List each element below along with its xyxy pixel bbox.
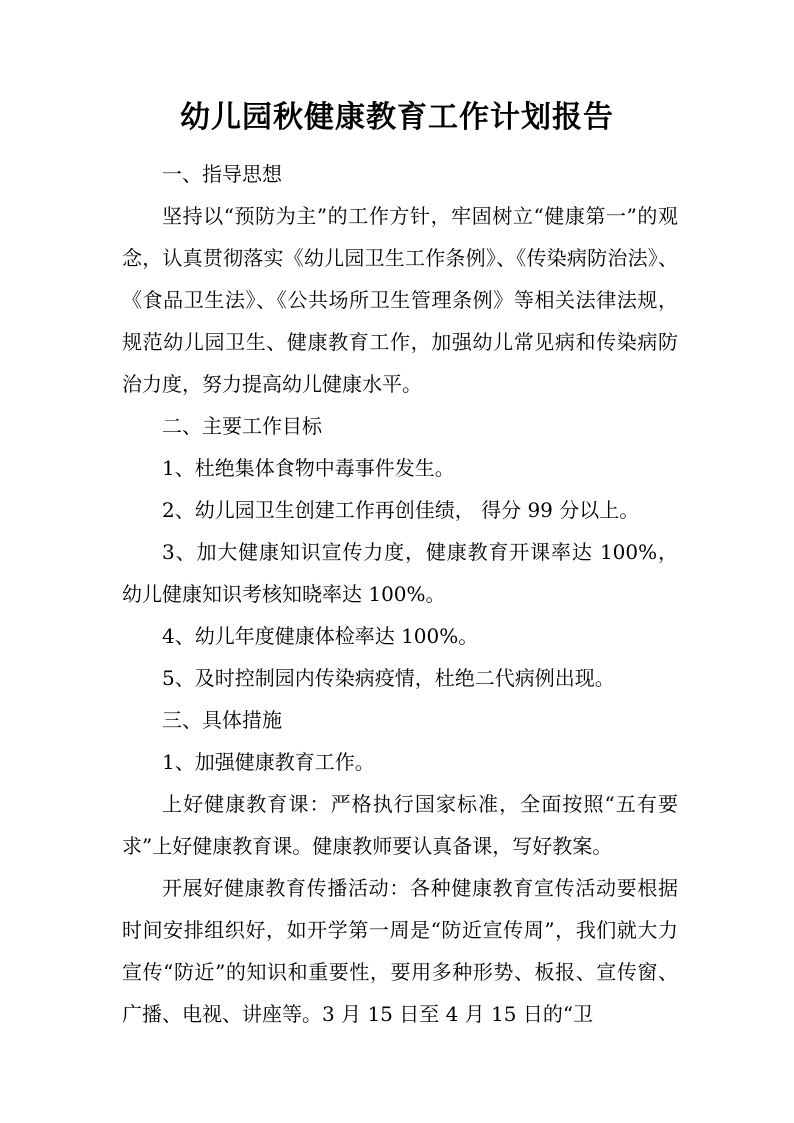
heading-guiding-ideology: 一、指导思想: [162, 162, 282, 186]
paragraph-health-campaign: 开展好健康教育传播活动：各种健康教育宣传活动要根据时间安排组织好，如开学第一周是“防近宣传周”，我们就大力宣传“防近”的知识和重要性，要用多种形势、板报、宣传窗、广播、电视、讲座等。3 月 15 日至 4 月 15 日的“卫: [122, 876, 678, 1026]
goal-item-3: 3、加大健康知识宣传力度，健康教育开课率达 100%，幼儿健康知识考核知晓率达 100%。: [122, 540, 678, 606]
goal-item-4: 4、幼儿年度健康体检率达 100%。: [162, 624, 479, 648]
heading-main-goals: 二、主要工作目标: [162, 414, 322, 438]
goal-item-1: 1、杜绝集体食物中毒事件发生。: [162, 456, 455, 480]
goal-item-2: 2、幼儿园卫生创建工作再创佳绩， 得分 99 分以上。: [162, 498, 640, 522]
heading-specific-measures: 三、具体措施: [162, 708, 282, 732]
goal-item-5: 5、及时控制园内传染病疫情，杜绝二代病例出现。: [162, 666, 615, 690]
paragraph-health-class: 上好健康教育课：严格执行国家标准，全面按照“五有要求”上好健康教育课。健康教师要认真备课，写好教案。: [122, 792, 678, 858]
paragraph-guiding-ideology: 坚持以“预防为主”的工作方针，牢固树立“健康第一”的观念，认真贯彻落实《幼儿园卫生工作条例》、《传染病防治法》、《食品卫生法》、《公共场所卫生管理条例》等相关法律法规，规范幼儿园卫生、健康教育工作，加强幼儿常见病和传染病防治力度，努力提高幼儿健康水平。: [122, 204, 678, 396]
measure-item-1: 1、加强健康教育工作。: [162, 750, 375, 774]
document-body: [122, 153, 678, 1035]
document-title: 幼儿园秋健康教育工作计划报告: [180, 100, 614, 135]
